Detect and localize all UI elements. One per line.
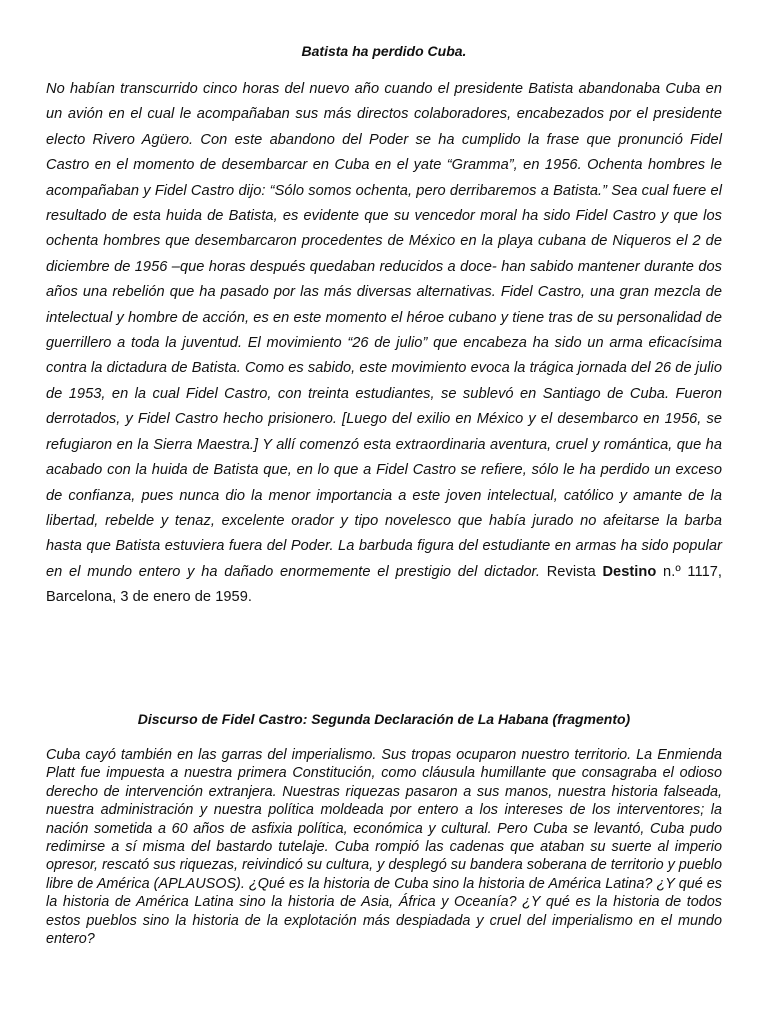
- speech-body: Cuba cayó también en las garras del imperialismo. Sus tropas ocuparon nuestro territorio. La Enmienda Platt fue impuesta a nuestra primera Constitución, como cláusula humillante que consagraba el odioso derecho de intervención extranjera. Nuestras riquezas pasaron a sus manos, nuestra historia falseada, nuestra administración y nuestra política moldeada por entero a los intereses de los interventores; la nación sometida a 60 años de asfixia política, económica y cultural. Pero Cuba se levantó, Cuba pudo redimirse a sí misma del bastardo tutelaje. Cuba rompió las cadenas que ataban su suerte al imperio opresor, rescató sus riquezas, reivindicó su cultura, y desplegó su bandera soberana de territorio y pueblo libre de América (APLAUSOS). ¿Qué es la historia de Cuba sino la historia de América Latina? ¿Y qué es la historia de América Latina sino la historia de Asia, África y Oceanía? ¿Y qué es la historia de todos estos pueblos sino la historia de la explotación más despiadada y cruel del imperialismo en el mundo entero?: [46, 747, 722, 948]
- article-body-batista: [46, 77, 722, 611]
- source-prefix: Revista: [546, 563, 596, 580]
- article-title-batista: Batista ha perdido Cuba.: [301, 43, 467, 59]
- speech-title: Discurso de Fidel Castro: Segunda Declaración de La Habana (fragmento): [137, 711, 631, 727]
- article-text-batista: No habían transcurrido cinco horas del nuevo año cuando el presidente Batista abandonaba Cuba en un avión en el cual le acompañaban sus más directos colaboradores, encabezados por el presidente electo Rivero Agüero. Con este abandono del Poder se ha cumplido la frase que pronunció Fidel Castro en el momento de desembarcar en Cuba en el yate “Gramma”, en 1956. Ochenta hombres le acompañaban y Fidel Castro dijo: “Sólo somos ochenta, pero derribaremos a Batista.” Sea cual fuere el resultado de esta huida de Batista, es evidente que su vencedor moral ha sido Fidel Castro y que los ochenta hombres que desembarcaron procedentes de México en la playa cubana de Niqueros el 2 de diciembre de 1956 –que horas después quedaban reducidos a doce- han sabido mantener durante dos años una rebelión que ha pasado por las más diversas alternativas. Fidel Castro, una gran mezcla de intelectual y hombre de acción, es en este momento el héroe cubano y tiene tras de su personalidad de guerrillero a toda la juventud. El movimiento “26 de julio” que encabeza ha sido un arma eficacísima contra la dictadura de Batista. Como es sabido, este movimiento evoca la trágica jornada del 26 de julio de 1953, en la cual Fidel Castro, con treinta estudiantes, se sublevó en Santiago de Cuba. Fueron derrotados, y Fidel Castro hecho prisionero. [Luego del exilio en México y el desembarco en 1956, se refugiaron en la Sierra Maestra.] Y allí comenzó esta extraordinaria aventura, cruel y romántica, que ha acabado con la huida de Batista que, en lo que a Fidel Castro se refiere, sólo le ha perdido un exceso de confianza, pues nunca dio la menor importancia a este joven intelectual, católico y amante de la libertad, rebelde y tenaz, excelente orador y tipo novelesco que había jurado no afeitarse la barba hasta que Batista estuviera fuera del Poder. La barbuda figura del estudiante en armas ha sido popular en el mundo entero y ha dañado enormemente el prestigio del dictador.: [46, 81, 722, 580]
- source-details: n.º 1117, Barcelona, 3 de enero de 1959.: [46, 563, 723, 606]
- source-magazine-name: Destino: [602, 563, 657, 580]
